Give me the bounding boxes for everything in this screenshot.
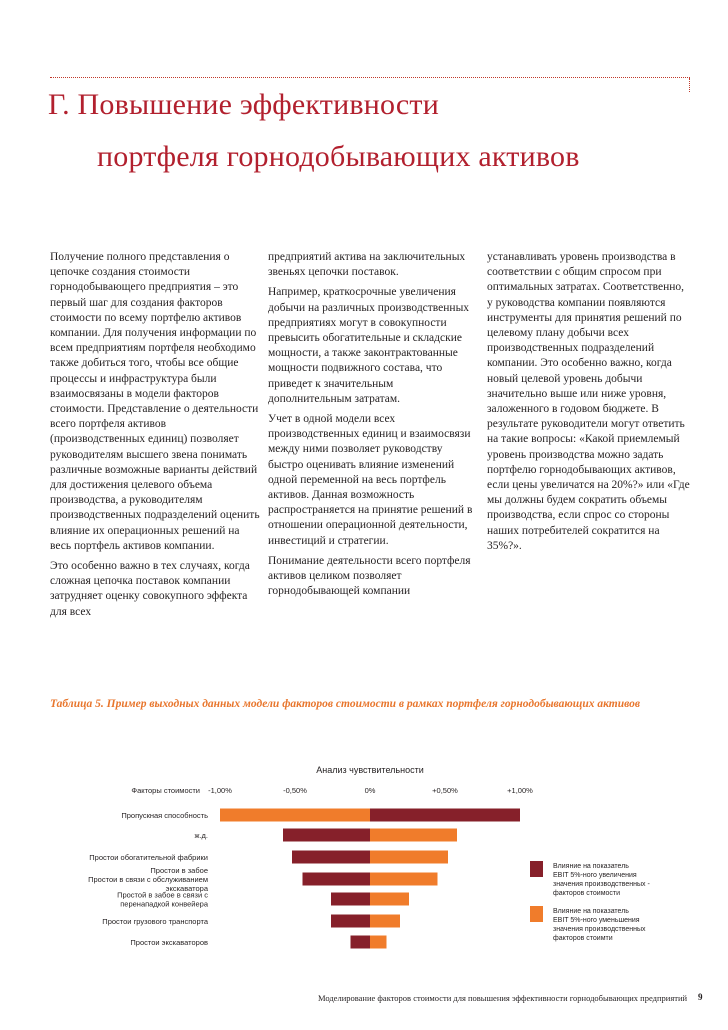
category-label: Простои обогатительной фабрики [89,853,208,862]
category-label: Простои экскаваторов [130,938,208,947]
bar-increase [292,851,370,864]
legend-label: факторов стоимости [553,890,621,897]
bar-increase [370,809,520,822]
legend-label: Влияние на показатель [553,863,629,870]
paragraph: предприятий актива на заключительных звеньях цепочки поставок. [268,251,466,279]
paragraph: Понимание деятельности всего портфеля активов целиком позволяет горнодобывающей компании [268,554,471,598]
legend-label: EBIT 5%-ного уменьшения [553,917,640,924]
legend-swatch [530,906,543,922]
paragraph: Учет в одной модели всех производственных единиц и взаимосвязи между ними позволяет руководству быстро оценивать влияние изменений одной переменной на весь портфель активов. Данная возможность распространяется на принятие решений в отношении операционной деятельности, инвестиций и стратегии. [268,413,473,547]
footer-text: Моделирование факторов стоимости для повышения эффективности горнодобывающих предприятий [318,993,688,1003]
sensitivity-chart [0,760,728,985]
bar-decrease [220,809,370,822]
paragraph: Например, краткосрочные увеличения добычи на различных производственных предприятиях могут в совокупности превысить обогатительные и складские мощности, а также законтрактованные мощности подвижного состава, что приведет к значительным дополнительным затратам. [268,286,470,405]
category-label: ж.д. [194,831,208,840]
top-dotted-rule [50,77,690,78]
bar-increase [331,915,370,928]
section-title-line-1: Г. Повышение эффективности [48,88,439,121]
legend-label: значения производственных [553,926,646,933]
chart-title: Анализ чувствительности [316,765,424,775]
bar-increase [351,936,371,949]
bar-decrease [370,915,400,928]
bar-increase [303,873,371,886]
page-number: 9 [698,992,703,1002]
body-column-2 [268,250,478,604]
legend-swatch [530,861,543,877]
bar-decrease [370,851,448,864]
table-caption: Таблица 5. Пример выходных данных модели факторов стоимости в рамках портфеля горнодобывающих активов [50,698,641,710]
paragraph: Получение полного представления о цепочке создания стоимости горнодобывающего предприятия – это первый шаг для создания факторов стоимости по всему портфелю активов компании. Для получения информации по всем предприятиям портфеля необходимо также добиться того, чтобы все общие процессы и инфраструктура были взаимосвязаны в модели факторов стоимости. Представление о деятельности всего портфеля активов (производственных единиц) позволяет руководителям высшего звена понимать различные возможные варианты действий для достижения целевого объема производства, а руководителям производственных подразделений оценить влияние их операционных решений на весь портфель активов компании. [50,251,260,552]
tick-label: -1,00% [208,786,232,795]
paragraph: Это особенно важно в тех случаях, когда сложная цепочка поставок компании затрудняет оценку совокупного эффекта для всех [50,560,250,618]
tick-label: +1,00% [507,786,533,795]
paragraph: устанавливать уровень производства в соответствии с общим спросом при оптимальных затратах. Соответственно, у руководства компании появляются инструменты для принятия решений по целевому плану добычи всех производственных подразделений компании. Это особенно важно, когда новый целевой уровень добычи значительно выше или ниже уровня, заложенного в годовом бюджете. В результате руководители могут ответить на такие вопросы: «Какой приемлемый уровень производства можно задать портфелю горнодобывающих активов, если цены увеличатся на 20%?» или «Где мы должны будем сократить объемы производства, если спрос со стороны наших потребителей сократится на 35%?». [487,251,690,552]
bar-increase [283,829,370,842]
category-label: Простои в связи с обслуживанием [88,875,208,884]
body-column-3 [487,250,692,559]
bar-decrease [370,873,438,886]
category-label: перенападкой конвейера [120,899,208,909]
legend-label: факторов стоимти [553,935,613,942]
top-right-dotted-mark [689,78,690,92]
bar-decrease [370,893,409,906]
tick-label: -0,50% [283,786,307,795]
category-label: Простои грузового транспорта [102,917,208,926]
tick-label: 0% [364,786,376,795]
bar-decrease [370,829,457,842]
category-label: Простои в забое [150,866,208,875]
legend-label: Влияние на показатель [553,908,629,915]
bar-increase [331,893,370,906]
body-column-1 [50,250,262,625]
category-label: Пропускная способность [121,811,208,820]
tick-label: +0,50% [432,786,458,795]
category-label: экскаватора [165,884,208,893]
section-title-line-2: портфеля горнодобывающих активов [97,140,580,173]
category-label: Простой в забое в связи с [117,890,208,900]
legend-label: значения производственных - [553,881,650,888]
legend-label: EBIT 5%-ного увеличения [553,872,637,879]
bar-decrease [370,936,387,949]
axis-prefix-label: Факторы стоимости [131,786,200,795]
